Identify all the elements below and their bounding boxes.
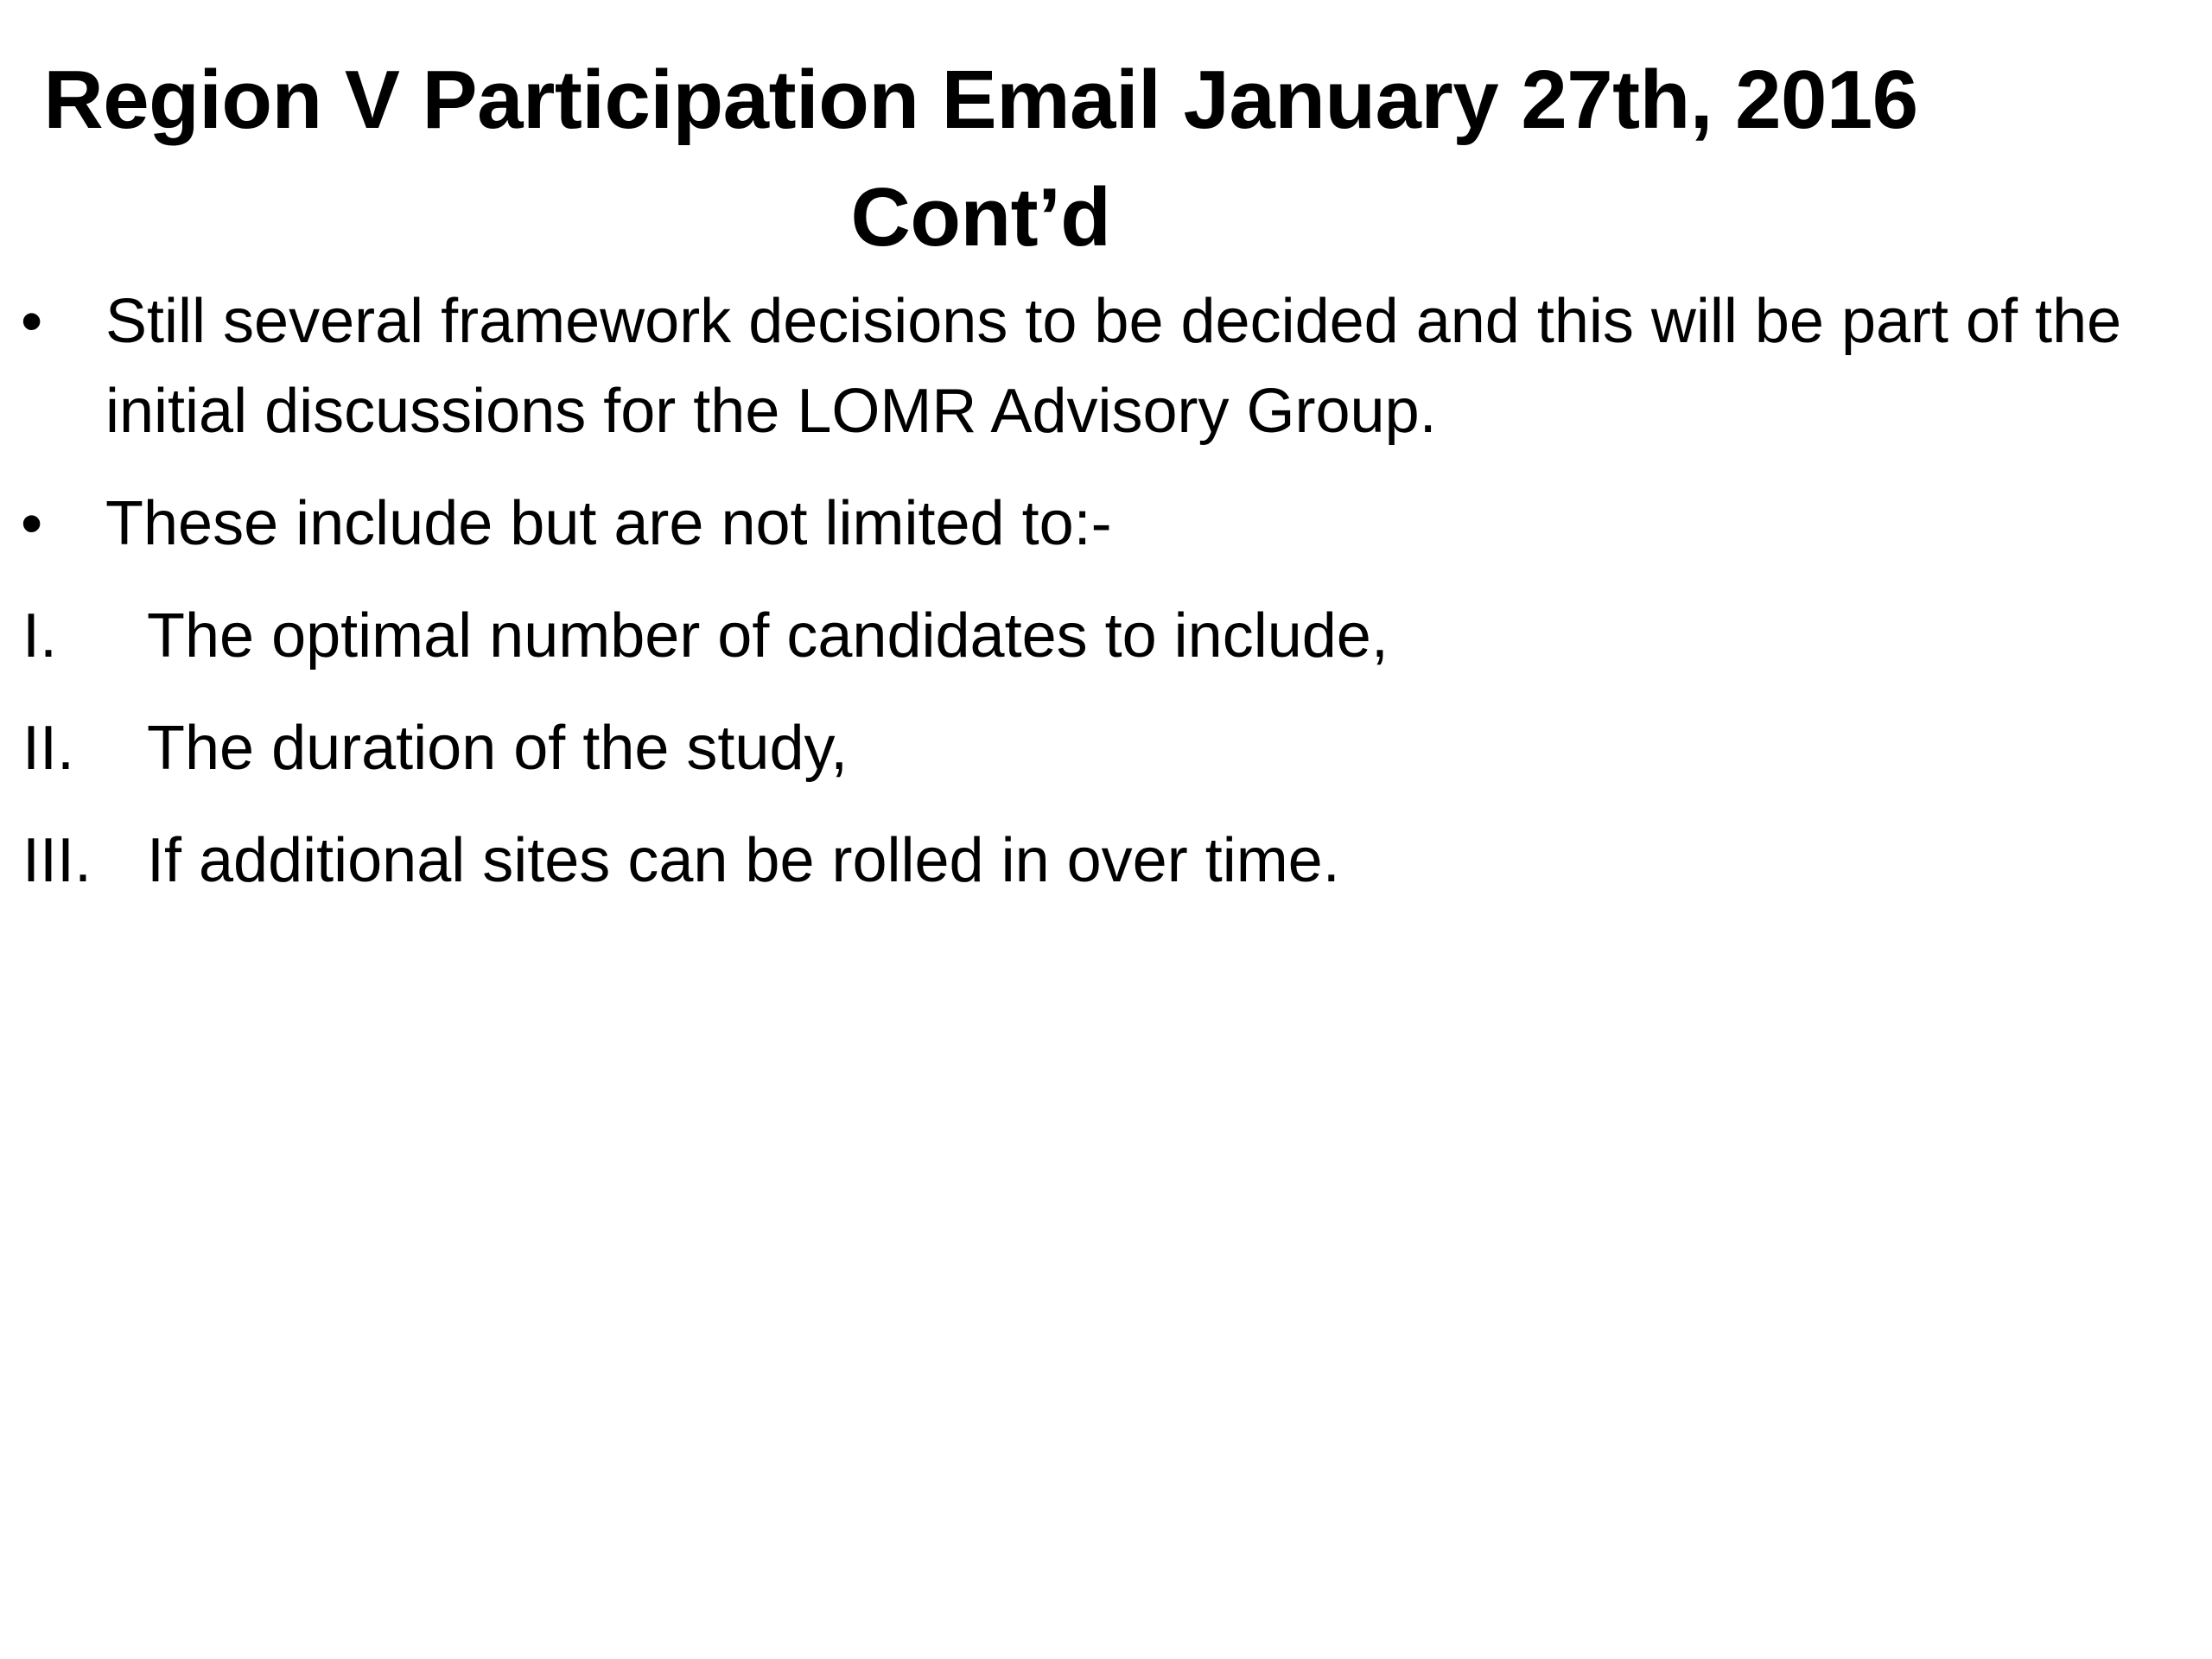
numbered-item [0,591,2212,681]
roman-numeral: III. [22,826,92,895]
numbered-text: The optimal number of candidates to include, [147,601,1389,671]
roman-numeral: I. [22,601,58,671]
roman-numeral: II. [22,714,75,783]
numbered-text: If additional sites can be rolled in over time. [147,826,1340,895]
slide-title-line-2: Cont’d [850,171,1111,264]
bullet-item [0,479,2212,569]
bullet-marker: • [21,489,43,558]
numbered-item [0,703,2212,793]
numbered-text: The duration of the study, [147,714,849,783]
numbered-item [0,816,2212,906]
bullet-text: These include but are not limited to:- [105,489,1112,558]
slide-title-line-1: Region V Participation Email January 27th, 2016 [43,54,1918,146]
bullet-text: Still several framework decisions to be decided and this will be part of the initial discussions for the LOMR Advisory Group. [105,287,2122,446]
bullet-marker: • [21,287,43,356]
slide-body [0,276,2212,928]
slide-title [0,41,1961,276]
bullet-item [0,276,2212,456]
